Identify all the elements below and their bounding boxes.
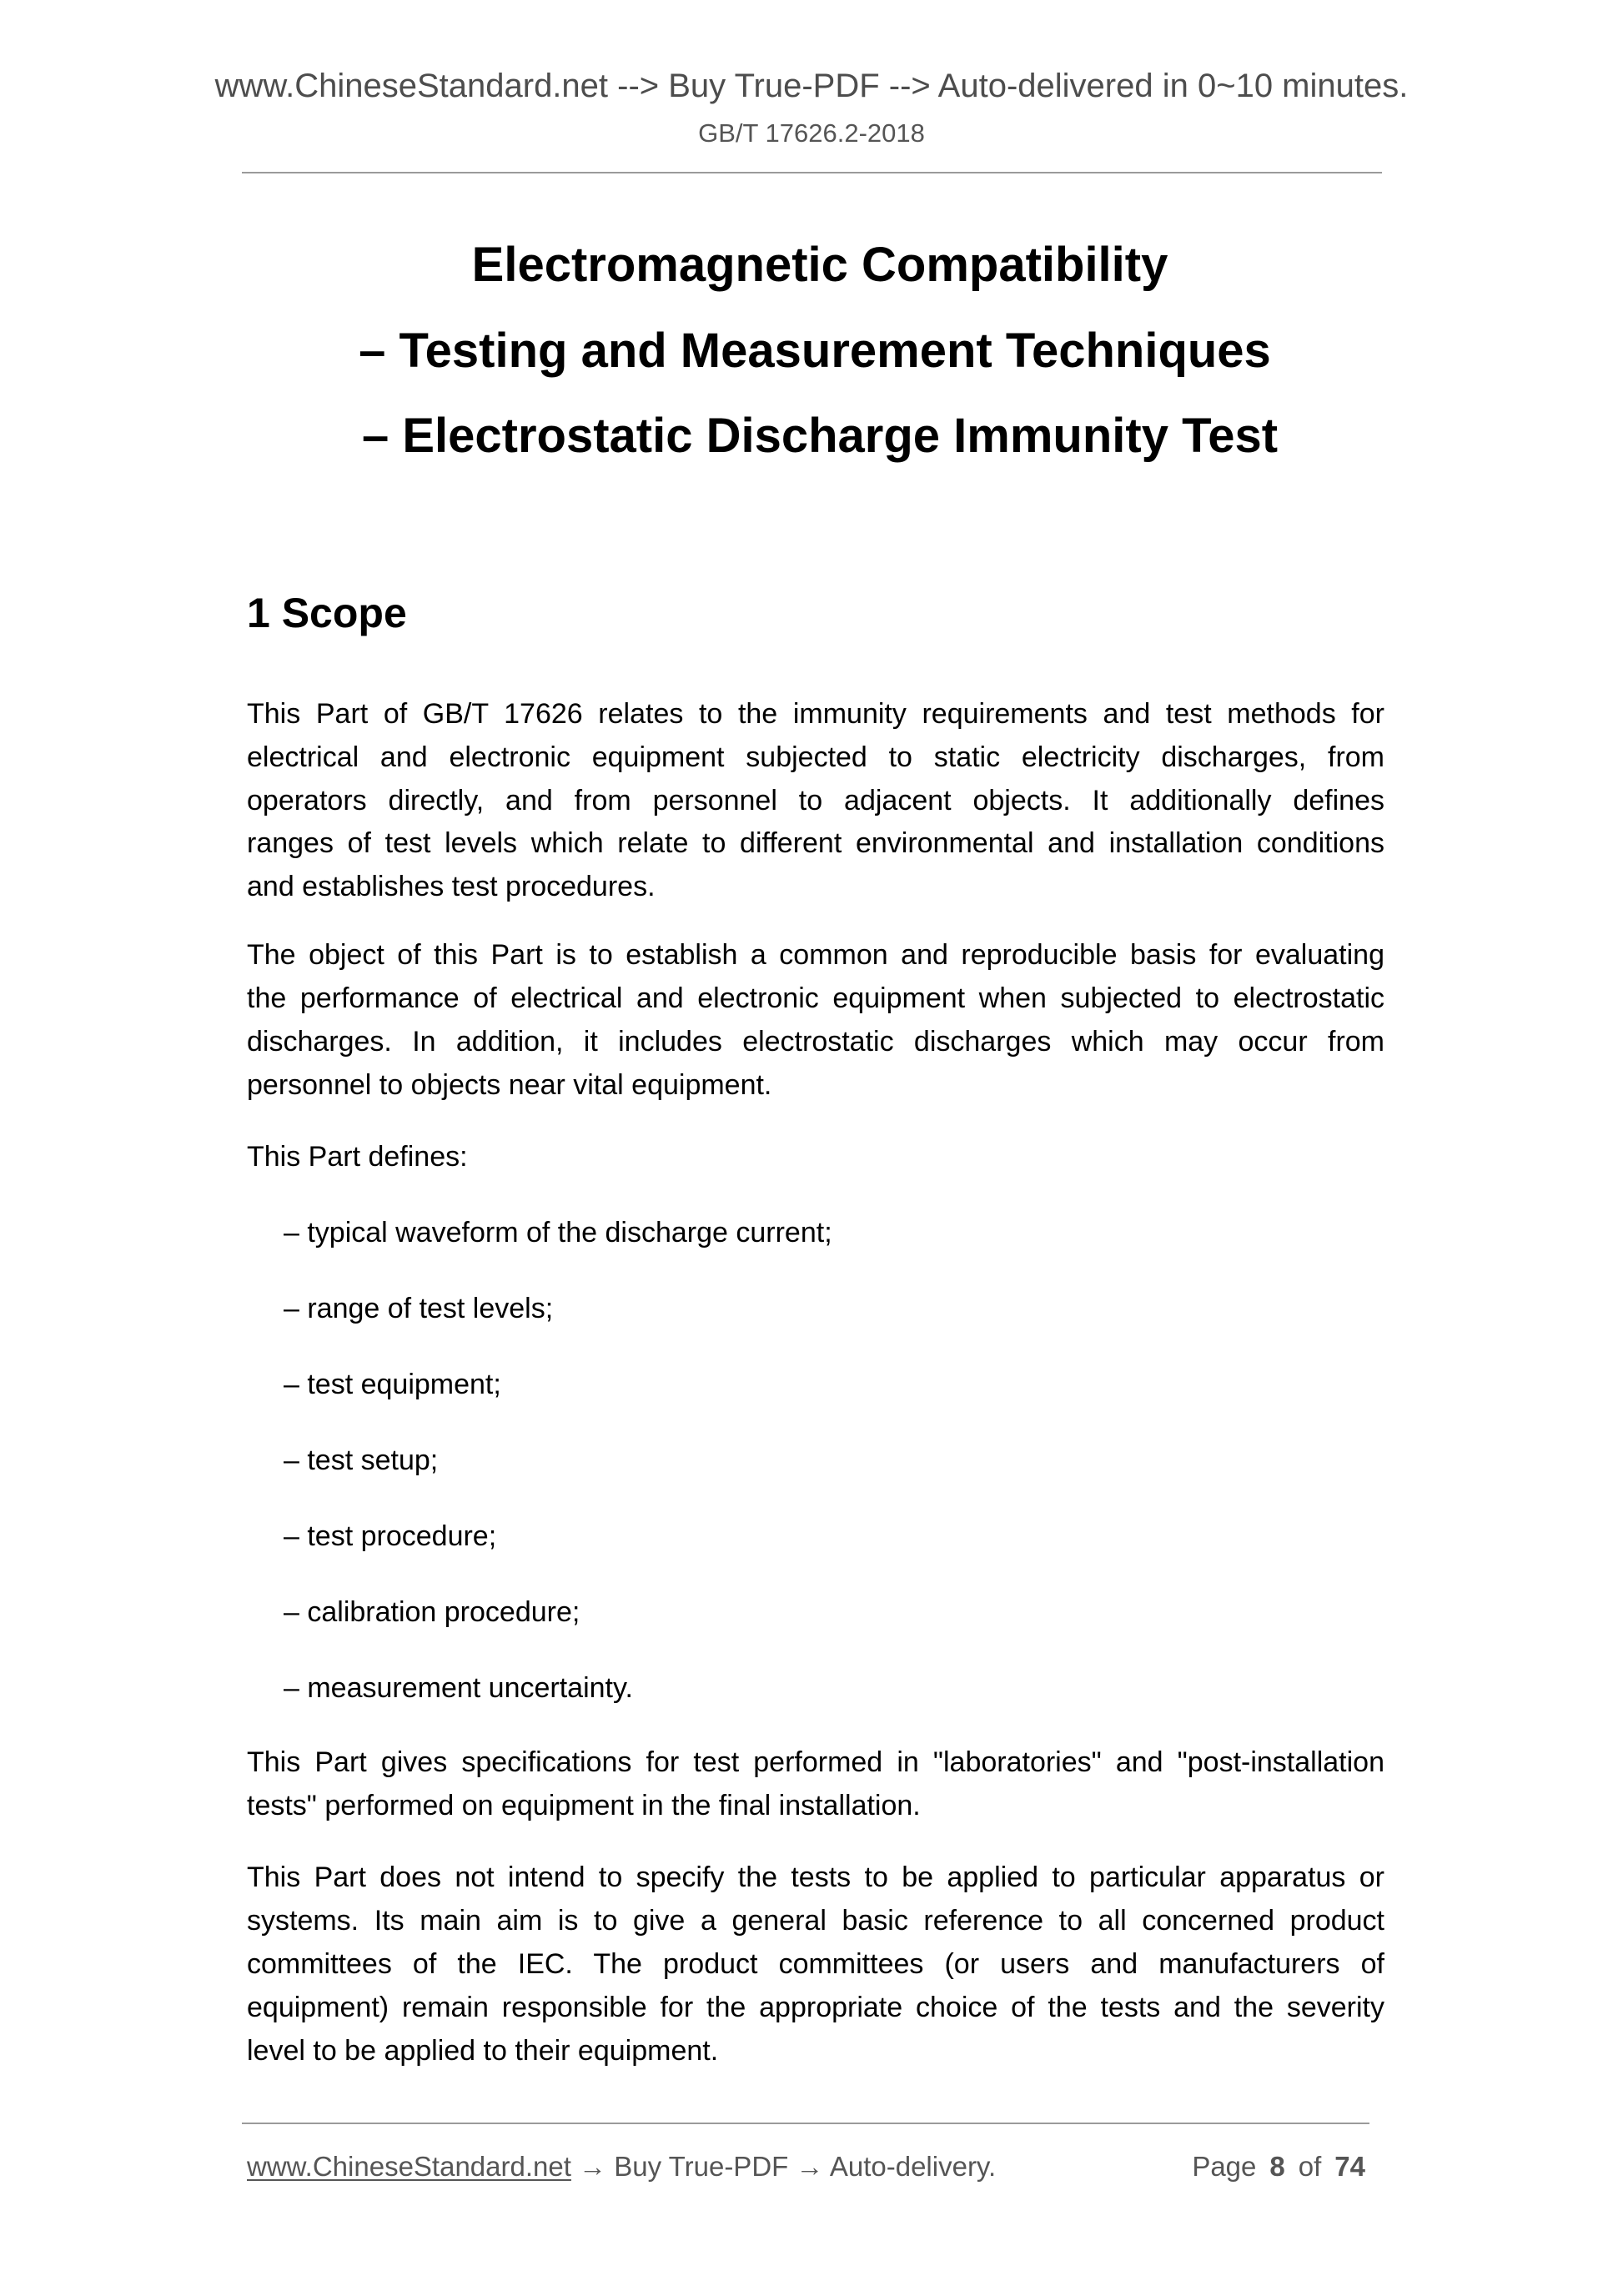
paragraph-line: the performance of electrical and electronic equipment when subjected to electrostatic <box>247 982 1384 1014</box>
paragraph-line: This Part gives specifications for test performed in "laboratories" and "post-installation <box>247 1746 1384 1778</box>
header-promo-text: www.ChineseStandard.net --> Buy True-PDF --> Auto-delivered in 0~10 minutes. <box>214 68 1409 104</box>
paragraph-line: This Part of GB/T 17626 relates to the immunity requirements and test methods for <box>247 698 1384 730</box>
document-title-line-3: – Electrostatic Discharge Immunity Test <box>361 409 1279 463</box>
standard-number: GB/T 17626.2-2018 <box>698 118 925 148</box>
paragraph-line: This Part does not intend to specify the tests to be applied to particular apparatus or <box>247 1861 1384 1893</box>
section-heading-scope: 1 Scope <box>247 590 407 636</box>
header-divider <box>242 172 1382 173</box>
paragraph-line: equipment) remain responsible for the appropriate choice of the tests and the severity <box>247 1992 1384 2023</box>
paragraph-line: tests" performed on equipment in the final installation. <box>247 1790 921 1821</box>
list-item: – test setup; <box>284 1444 439 1476</box>
paragraph-line: discharges. In addition, it includes electrostatic discharges which may occur from <box>247 1026 1384 1058</box>
list-item: – typical waveform of the discharge current; <box>284 1217 832 1248</box>
paragraph-line: committees of the IEC. The product committees (or users and manufacturers of <box>247 1948 1384 1980</box>
paragraph-line: ranges of test levels which relate to different environmental and installation conditions <box>247 827 1384 859</box>
paragraph-line: personnel to objects near vital equipment. <box>247 1069 772 1101</box>
total-pages-number: 74 <box>1334 2151 1365 2182</box>
document-title-line-2: – Testing and Measurement Techniques <box>359 324 1271 378</box>
footer-divider <box>242 2123 1369 2124</box>
footer-promo <box>247 2153 996 2180</box>
list-item: – range of test levels; <box>284 1293 554 1324</box>
footer-buy-text: Buy True-PDF <box>614 2151 789 2182</box>
arrow-right-icon: → <box>579 2151 607 2182</box>
footer-delivery-text: Auto-delivery. <box>829 2151 997 2182</box>
page-label: Page <box>1192 2151 1257 2182</box>
paragraph-line: The object of this Part is to establish a common and reproducible basis for evaluating <box>247 939 1384 971</box>
document-title-line-1: Electromagnetic Compatibility <box>471 238 1168 292</box>
list-item: – test procedure; <box>284 1520 497 1552</box>
list-item: – test equipment; <box>284 1369 501 1400</box>
arrow-right-icon: → <box>796 2151 824 2182</box>
paragraph-line: electrical and electronic equipment subjected to static electricity discharges, from <box>247 741 1384 773</box>
paragraph-line: systems. Its main aim is to give a general basic reference to all concerned product <box>247 1905 1384 1937</box>
list-item: – measurement uncertainty. <box>284 1672 633 1704</box>
paragraph-line: level to be applied to their equipment. <box>247 2035 719 2067</box>
paragraph-line: operators directly, and from personnel to adjacent objects. It additionally defines <box>247 785 1384 816</box>
current-page-number: 8 <box>1269 2151 1285 2182</box>
list-item: – calibration procedure; <box>284 1596 580 1628</box>
paragraph-defines-intro: This Part defines: <box>247 1141 468 1173</box>
chinesestandard-link[interactable]: www.ChineseStandard.net <box>247 2151 571 2182</box>
paragraph-line: and establishes test procedures. <box>247 871 656 902</box>
of-label: of <box>1298 2151 1322 2182</box>
page-indicator <box>1192 2153 1365 2180</box>
